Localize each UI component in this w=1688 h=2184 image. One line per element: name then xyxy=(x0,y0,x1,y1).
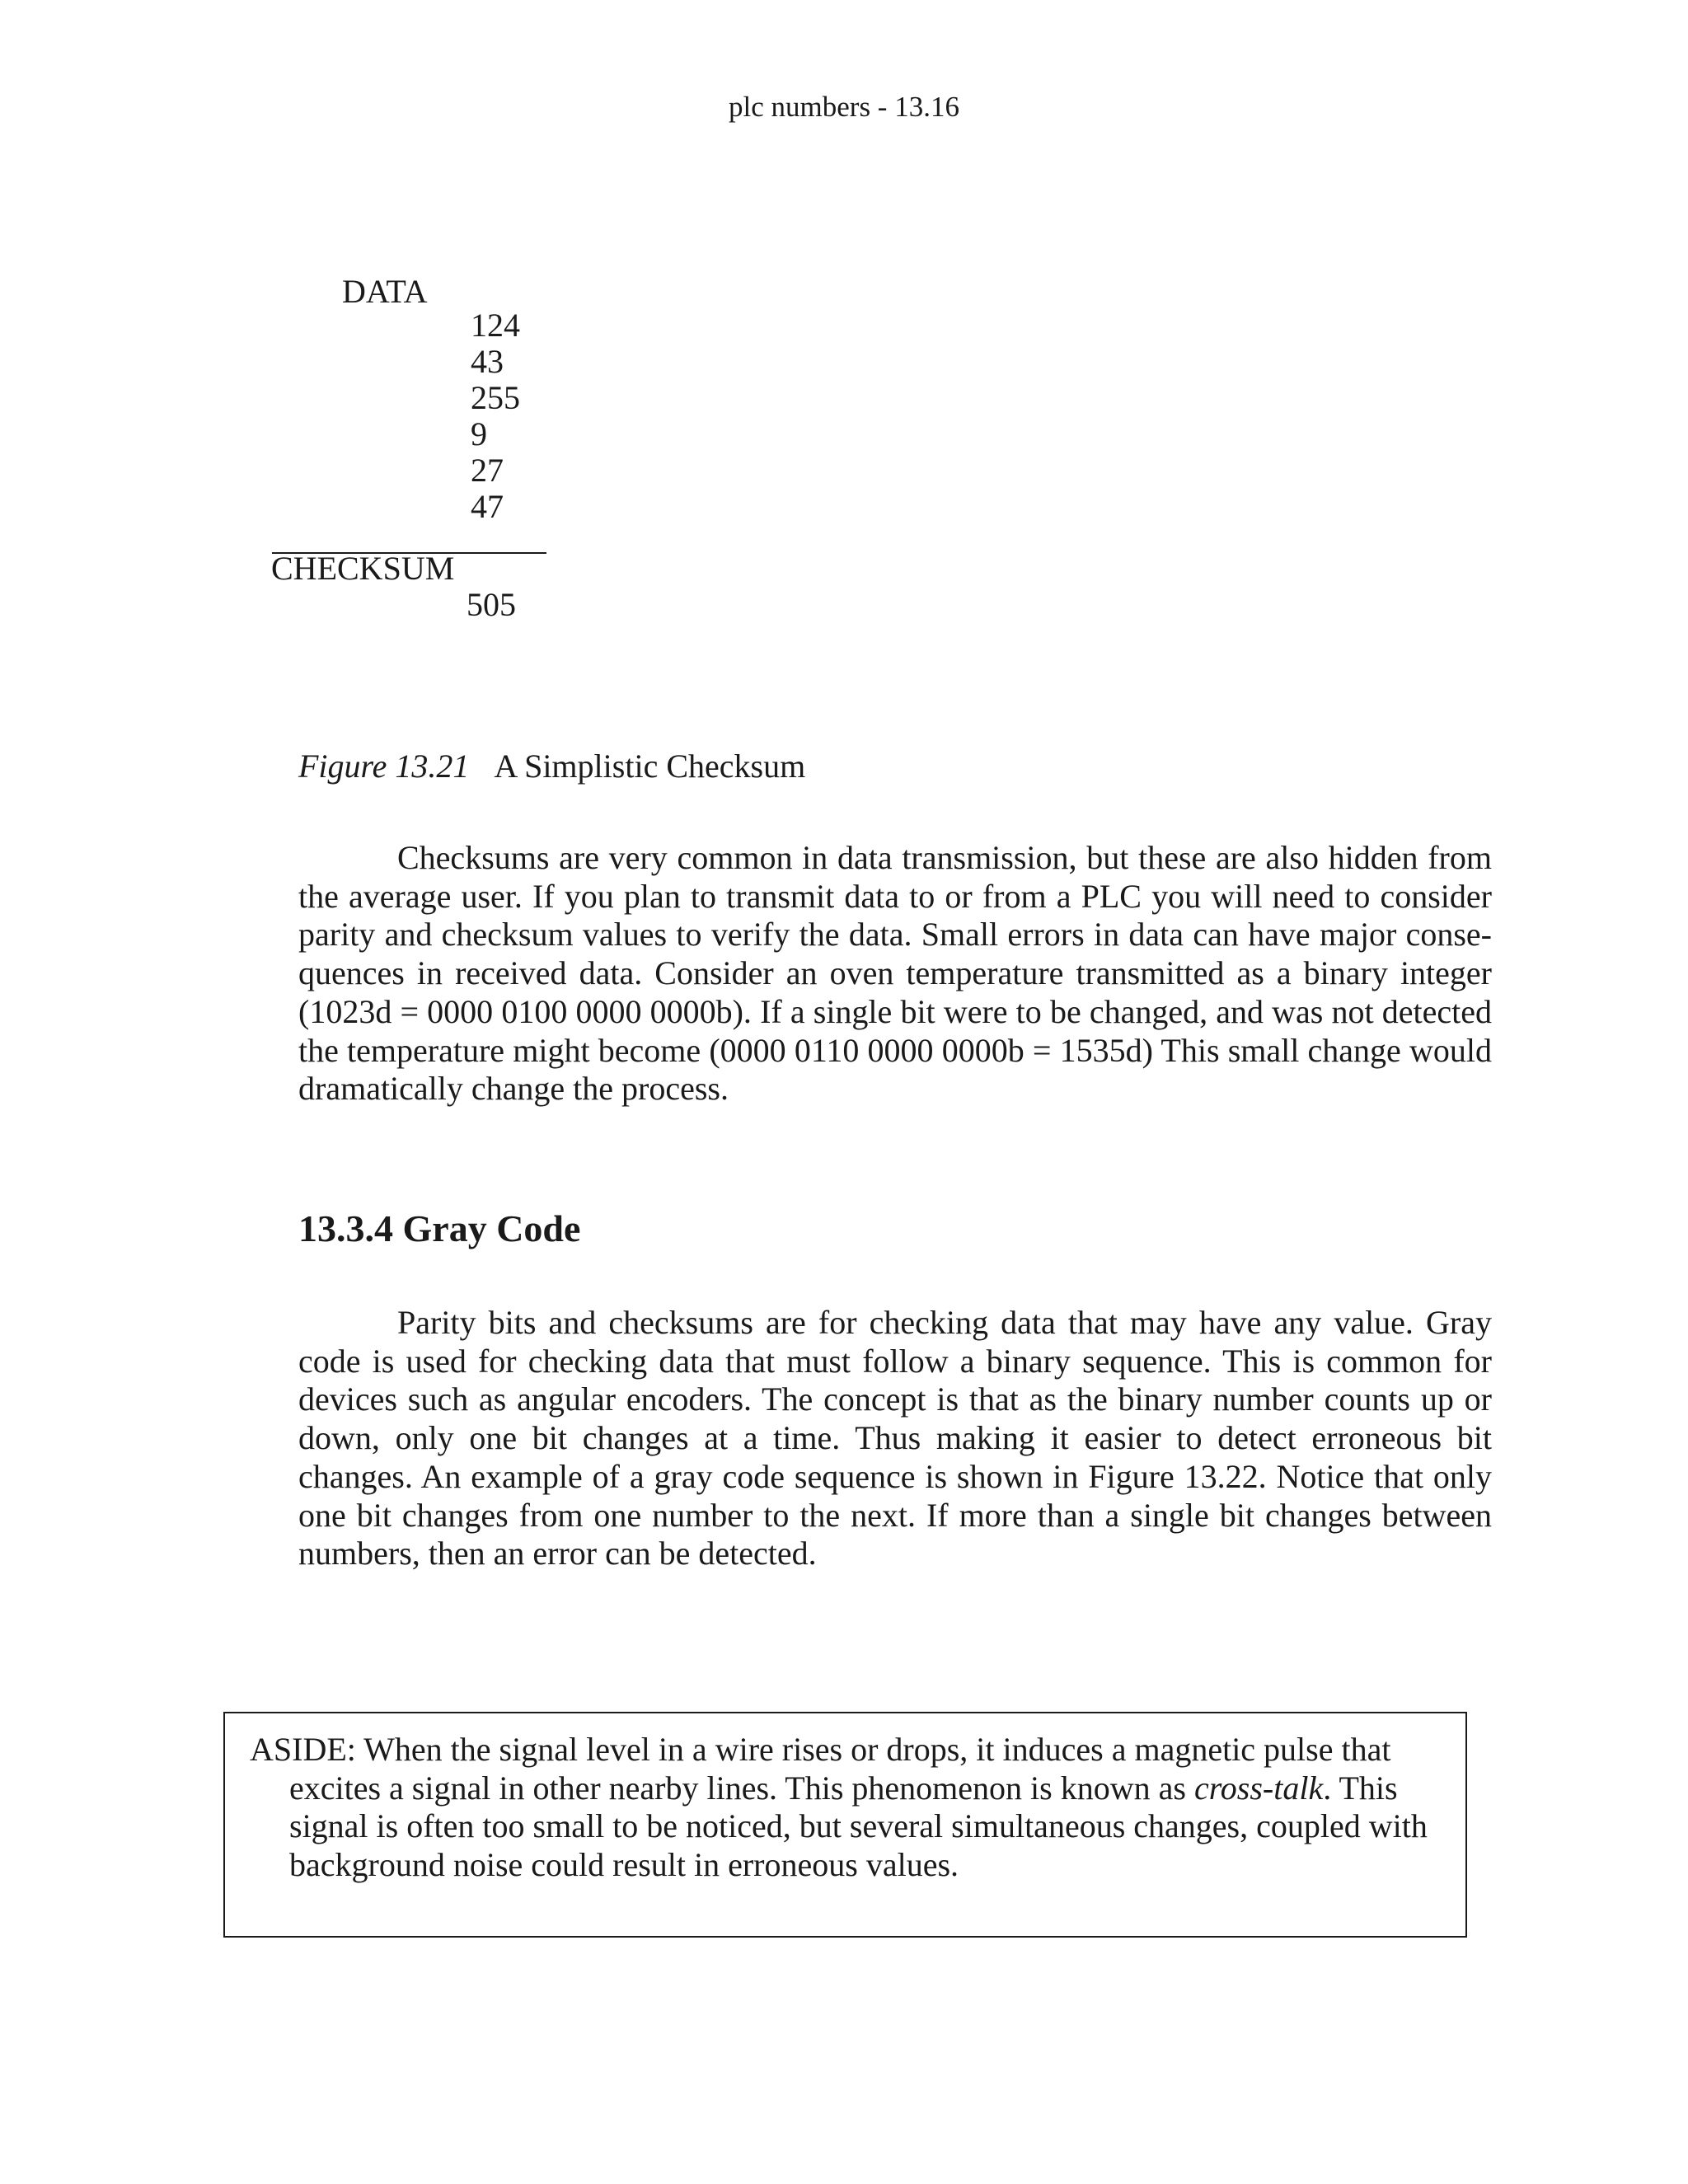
data-values-list xyxy=(471,307,520,525)
checksum-value: 505 xyxy=(467,586,516,623)
paragraph-checksums: Checksums are very common in data transmission, but these are also hidden from the average user. If you plan to transmit data to or from a PLC you will need to consider parity and checksum values to verify the data. Small errors in data can have major conse-quences in received data. Consider an oven temperature transmitted as a binary integer (1023d = 0000 0100 0000 0000b). If a single bit were to be changed, and was not detected the temperature might become (0000 0110 0000 0000b = 1535d) This small change would dramatically change the process. xyxy=(298,839,1492,1108)
data-value: 255 xyxy=(471,379,520,416)
aside-box xyxy=(223,1712,1467,1938)
checksum-label: CHECKSUM xyxy=(271,550,455,587)
figure-caption xyxy=(298,746,805,787)
paragraph-gray-code: Parity bits and checksums are for checking data that may have any value. Gray code is used for checking data that must follow a binary sequence. This is common for devices such as angular encoders. The concept is that as the binary number counts up or down, only one bit changes at a time. Thus making it easier to detect erroneous bit changes. An example of a gray code sequence is shown in Figure 13.22. Notice that only one bit changes from one number to the next. If more than a single bit changes between numbers, then an error can be detected. xyxy=(298,1304,1492,1572)
data-value: 9 xyxy=(471,415,487,452)
data-label: DATA xyxy=(342,273,428,310)
aside-text xyxy=(250,1731,1476,1884)
running-head: plc numbers - 13.16 xyxy=(729,91,959,123)
figure-number: Figure 13.21 xyxy=(298,748,470,785)
data-value: 124 xyxy=(471,307,520,344)
data-value: 27 xyxy=(471,452,504,489)
data-value: 47 xyxy=(471,488,504,525)
data-value: 43 xyxy=(471,343,504,380)
figure-title: A Simplistic Checksum xyxy=(494,748,806,785)
aside-term: cross-talk xyxy=(1193,1769,1324,1807)
aside-text-after: . This signal is often too small to be noticed, but several simultaneous changes, coupled with background noise could result in erroneous values. xyxy=(289,1769,1428,1883)
section-heading: 13.3.4 Gray Code xyxy=(298,1207,581,1249)
aside-text-before: ASIDE: When the signal level in a wire rises or drops, it induces a magnetic pulse that excites a signal in other nearby lines. This phenomenon is known as xyxy=(250,1731,1391,1807)
